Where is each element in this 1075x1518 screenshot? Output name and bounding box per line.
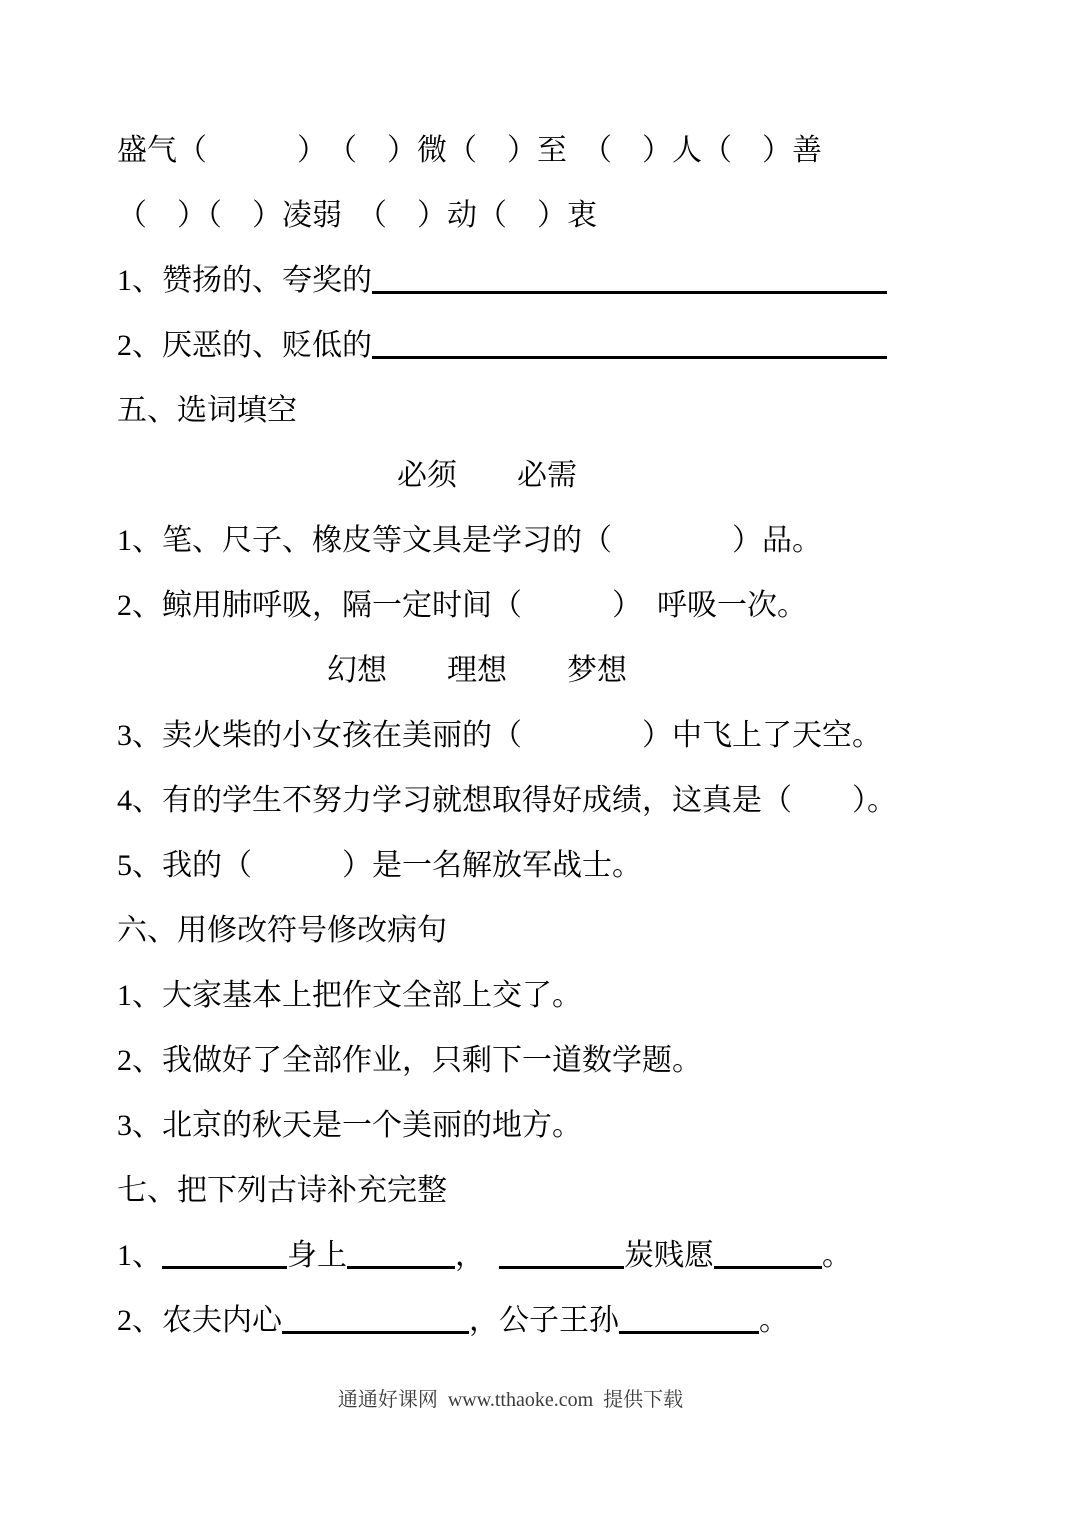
section5-item-1: 1、笔、尺子、橡皮等文具是学习的（ ）品。 <box>117 524 822 557</box>
section5-item-5: 5、我的（ ）是一名解放军战士。 <box>117 849 642 882</box>
fill-in-blank <box>619 1331 759 1334</box>
dislike-words-label: 2、厌恶的、贬低的 <box>117 329 372 362</box>
poem1-word-tanjianyuan: 炭贱愿 <box>624 1239 714 1272</box>
praise-words-item <box>117 248 1015 313</box>
site-watermark-footer: 通通好课网 www.tthaoke.com 提供下载 <box>337 1389 684 1411</box>
fill-in-blank <box>372 356 887 359</box>
praise-words-label: 1、赞扬的、夸奖的 <box>117 264 372 297</box>
fill-in-blank <box>282 1331 469 1334</box>
poem1-number: 1、 <box>117 1239 162 1272</box>
poem-item-2 <box>117 1288 1015 1353</box>
idiom-fill-line-1: 盛气（ ） （ ）微（ ）至 （ ）人（ ）善 <box>117 134 822 167</box>
fill-in-blank <box>714 1266 822 1269</box>
section6-item-3: 3、北京的秋天是一个美丽的地方。 <box>117 1109 582 1142</box>
poem1-period: 。 <box>822 1239 852 1272</box>
poem1-word-shenshang: 身上 <box>287 1239 347 1272</box>
idiom-fill-line-2: （ ）（ ）凌弱 （ ）动（ ）衷 <box>117 199 597 232</box>
section6-heading: 六、用修改符号修改病句 <box>117 914 447 947</box>
fill-in-blank <box>347 1266 455 1269</box>
word-bank-bixu-bixu: 必须 必需 <box>397 459 577 492</box>
poem-item-1 <box>117 1223 1015 1288</box>
section5-item-4: 4、有的学生不努力学习就想取得好成绩，这真是（ ）。 <box>117 784 897 817</box>
poem2-prefix: 2、农夫内心 <box>117 1304 282 1337</box>
word-bank-huanxiang-lixiang-mengxiang: 幻想 理想 梦想 <box>327 654 627 687</box>
section5-item-3: 3、卖火柴的小女孩在美丽的（ ）中飞上了天空。 <box>117 719 882 752</box>
poem1-comma: ， <box>455 1239 485 1272</box>
poem2-mid: ，公子王孙 <box>469 1304 619 1337</box>
fill-in-blank <box>372 291 887 294</box>
section7-heading: 七、把下列古诗补充完整 <box>117 1174 447 1207</box>
section5-item-2: 2、鲸用肺呼吸，隔一定时间（ ） 呼吸一次。 <box>117 589 807 622</box>
section6-item-2: 2、我做好了全部作业，只剩下一道数学题。 <box>117 1044 702 1077</box>
poem2-period: 。 <box>759 1304 789 1337</box>
fill-in-blank <box>162 1266 287 1269</box>
section6-item-1: 1、大家基本上把作文全部上交了。 <box>117 979 582 1012</box>
dislike-words-item <box>117 313 1015 378</box>
section5-heading: 五、选词填空 <box>117 394 297 427</box>
fill-in-blank <box>499 1266 624 1269</box>
worksheet-content <box>117 118 1015 1353</box>
